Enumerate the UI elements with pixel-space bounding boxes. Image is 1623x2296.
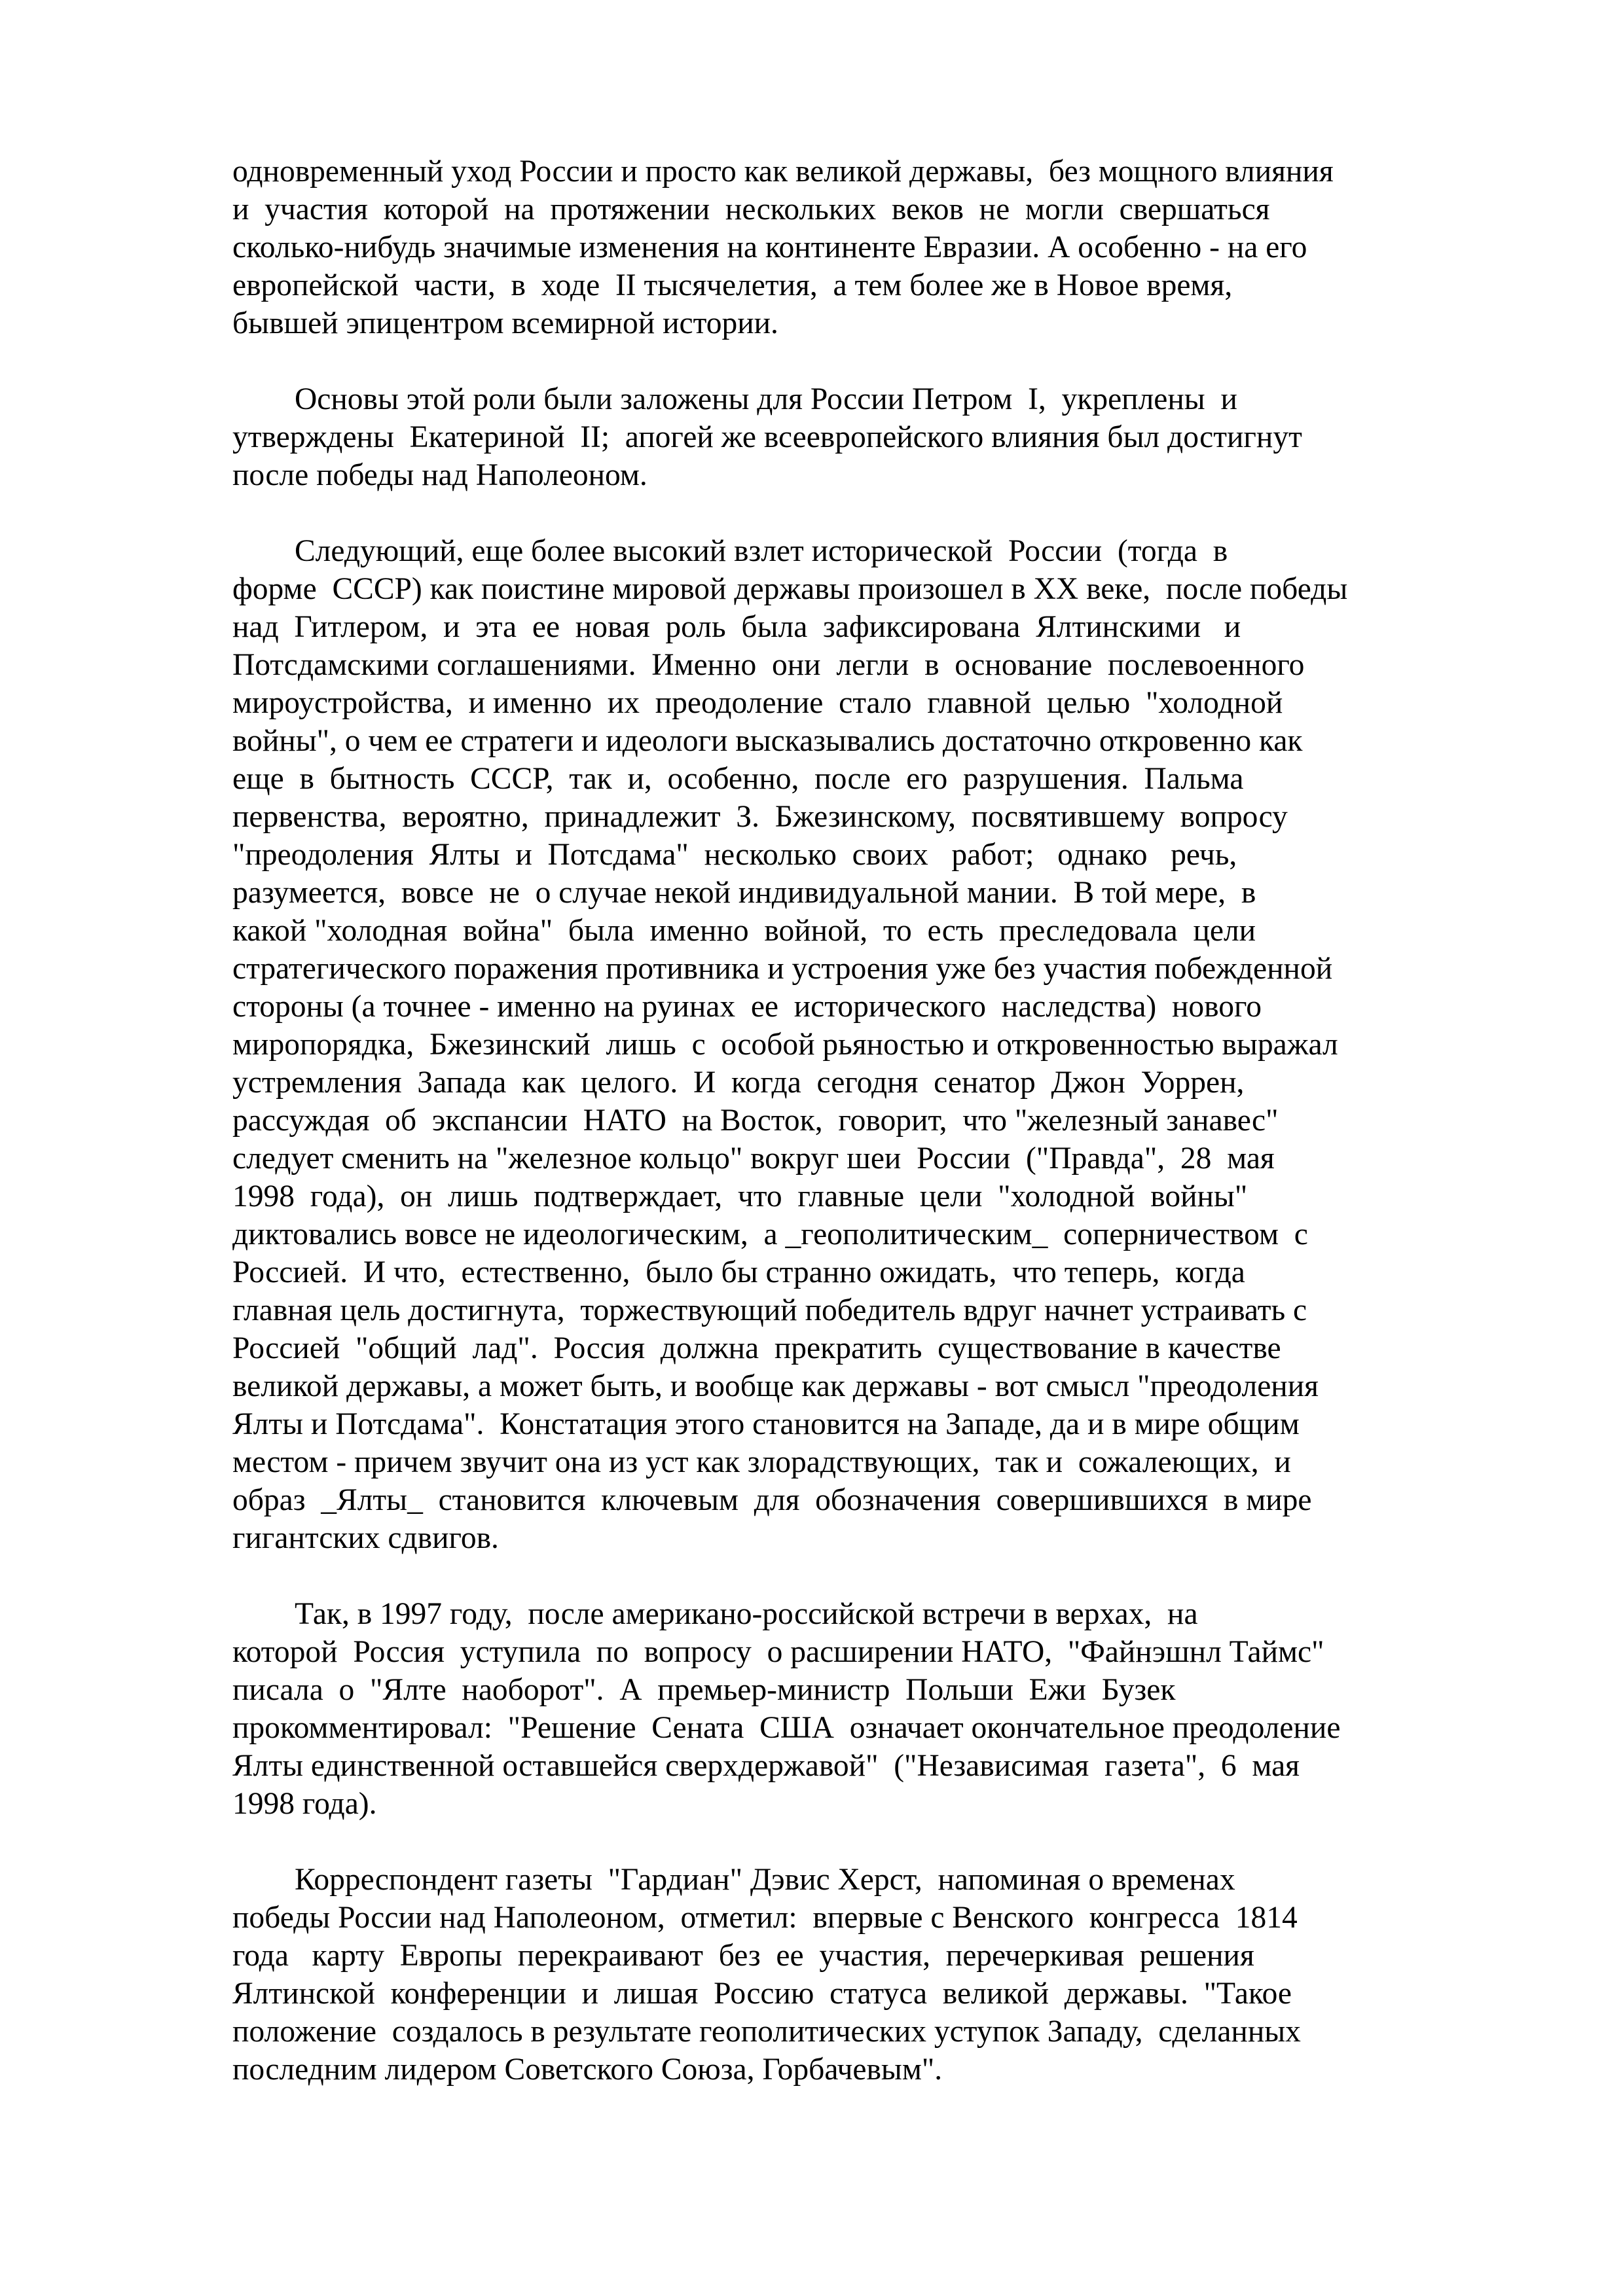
text-line: положение создалось в результате геополитических уступок Западу, сделанных [232, 2015, 1301, 2049]
text-line: следует сменить на "железное кольцо" вокруг шеи России ("Правда", 28 мая [232, 1141, 1275, 1175]
text-line: последним лидером Советского Союза, Горбачевым". [232, 2053, 943, 2087]
text-line: стороны (а точнее - именно на руинах ее исторического наследства) нового [232, 990, 1262, 1024]
text-line: войны", о чем ее стратеги и идеологи высказывались достаточно откровенно как [232, 724, 1303, 758]
paragraph-3 [232, 532, 1424, 1557]
text-line: мироустройства, и именно их преодоление стало главной целью "холодной [232, 686, 1283, 720]
paragraph-gap [232, 342, 1424, 380]
text-line: великой державы, а может быть, и вообще как державы - вот смысл "преодоления [232, 1369, 1319, 1403]
text-line: местом - причем звучит она из уст как злорадствующих, так и сожалеющих, и [232, 1445, 1291, 1479]
text-line: писала о "Ялте наоборот". А премьер-министр Польши Ежи Бузек [232, 1673, 1176, 1707]
paragraph-4 [232, 1595, 1424, 1823]
text-line: "преодоления Ялты и Потсдама" несколько своих работ; однако речь, [232, 838, 1237, 872]
text-line: главная цель достигнута, торжествующий победитель вдруг начнет устраивать с [232, 1293, 1307, 1327]
text-line: устремления Запада как целого. И когда сегодня сенатор Джон Уоррен, [232, 1066, 1245, 1100]
text-line: гигантских сдвигов. [232, 1521, 499, 1555]
document-body [232, 152, 1424, 2089]
text-line: 1998 года), он лишь подтверждает, что главные цели "холодной войны" [232, 1179, 1248, 1213]
text-line: форме СССР) как поистине мировой державы произошел в XX веке, после победы [232, 572, 1348, 606]
text-line: Так, в 1997 году, после американо-российской встречи в верхах, на [232, 1597, 1198, 1631]
text-line: над Гитлером, и эта ее новая роль была зафиксирована Ялтинскими и [232, 610, 1241, 644]
text-line: еще в бытность СССР, так и, особенно, после его разрушения. Пальма [232, 762, 1244, 796]
text-line: Потсдамскими соглашениями. Именно они легли в основание послевоенного [232, 648, 1305, 682]
text-line: какой "холодная война" была именно войной, то есть преследовала цели [232, 914, 1256, 948]
text-line: Россией. И что, естественно, было бы странно ожидать, что теперь, когда [232, 1255, 1245, 1289]
text-line: Россией "общий лад". Россия должна прекратить существование в качестве [232, 1331, 1281, 1365]
paragraph-gap [232, 1557, 1424, 1595]
text-line: сколько-нибудь значимые изменения на континенте Евразии. А особенно - на его [232, 230, 1307, 264]
text-line: которой Россия уступила по вопросу о расширении НАТО, "Файнэшнл Таймс" [232, 1635, 1324, 1669]
paragraph-1 [232, 152, 1424, 342]
text-line: Ялты единственной оставшейся сверхдержавой" ("Независимая газета", 6 мая [232, 1749, 1300, 1783]
text-line: разумеется, вовсе не о случае некой индивидуальной мании. В той мере, в [232, 876, 1256, 910]
text-line: европейской части, в ходе II тысячелетия, а тем более же в Новое время, [232, 268, 1233, 302]
text-line: победы России над Наполеоном, отметил: впервые с Венского конгресса 1814 [232, 1901, 1298, 1935]
text-line: года карту Европы перекраивают без ее участия, перечеркивая решения [232, 1939, 1254, 1973]
text-line: миропорядка, Бжезинский лишь с особой рьяностью и откровенностью выражал [232, 1028, 1338, 1062]
paragraph-gap [232, 1823, 1424, 1861]
text-line: одновременный уход России и просто как великой державы, без мощного влияния [232, 154, 1334, 188]
text-line: прокомментировал: "Решение Сената США означает окончательное преодоление [232, 1711, 1341, 1745]
text-line: после победы над Наполеоном. [232, 458, 647, 492]
text-line: диктовались вовсе не идеологическим, а _геополитическим_ соперничеством с [232, 1217, 1308, 1251]
text-line: Корреспондент газеты "Гардиан" Дэвис Херст, напоминая о временах [232, 1863, 1235, 1897]
text-line: утверждены Екатериной II; апогей же всеевропейского влияния был достигнут [232, 420, 1302, 454]
text-line: рассуждая об экспансии НАТО на Восток, говорит, что "железный занавес" [232, 1103, 1279, 1138]
paragraph-5 [232, 1861, 1424, 2089]
text-line: стратегического поражения противника и устроения уже без участия побежденной [232, 952, 1333, 986]
text-line: 1998 года). [232, 1787, 377, 1821]
paragraph-2 [232, 380, 1424, 494]
text-line: первенства, вероятно, принадлежит З. Бжезинскому, посвятившему вопросу [232, 800, 1288, 834]
paragraph-gap [232, 494, 1424, 532]
text-line: образ _Ялты_ становится ключевым для обозначения совершившихся в мире [232, 1483, 1312, 1517]
text-line: бывшей эпицентром всемирной истории. [232, 306, 778, 340]
text-line: и участия которой на протяжении нескольких веков не могли свершаться [232, 192, 1270, 226]
text-line: Ялтинской конференции и лишая Россию статуса великой державы. "Такое [232, 1977, 1292, 2011]
text-line: Основы этой роли были заложены для России Петром I, укреплены и [232, 382, 1237, 416]
text-line: Ялты и Потсдама". Констатация этого становится на Западе, да и в мире общим [232, 1407, 1300, 1441]
text-line: Следующий, еще более высокий взлет исторической России (тогда в [232, 534, 1228, 568]
